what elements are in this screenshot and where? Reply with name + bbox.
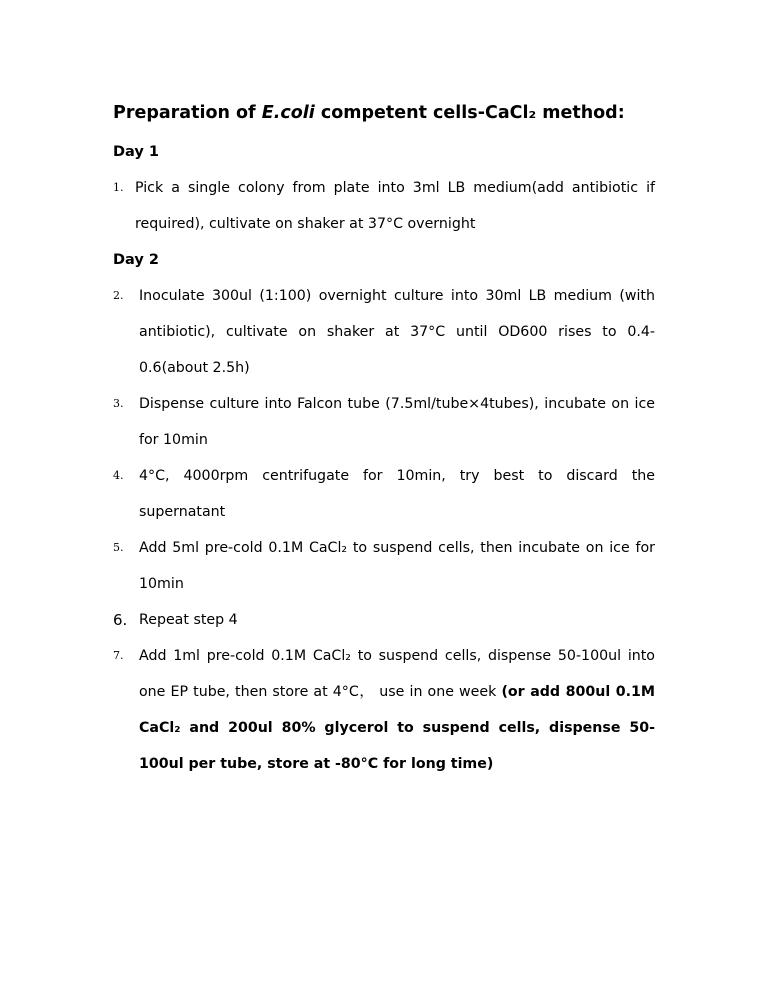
step-text: Repeat step 4 (139, 612, 238, 628)
step-number: 5. (113, 541, 124, 554)
step-7 (113, 638, 655, 782)
step-text: Inoculate 300ul (1:100) overnight culture into 30ml LB medium (with antibiotic), cultivate on shaker at 37°C until OD600 rises to 0.4-0.6(about 2.5h) (139, 288, 655, 376)
step-5 (113, 530, 655, 602)
step-text: Add 5ml pre-cold 0.1M CaCl₂ to suspend cells, then incubate on ice for 10min (139, 540, 655, 592)
document-title (113, 98, 655, 128)
title-prefix: Preparation of (113, 103, 262, 123)
step-text-bold: (or add 800ul 0.1M CaCl₂ and 200ul 80% glycerol to suspend cells, dispense 50-100ul per tube, store at -80°C for long time) (139, 684, 655, 772)
step-1 (113, 170, 655, 242)
step-text (139, 638, 655, 782)
step-6 (113, 602, 655, 638)
step-number: 4. (113, 469, 124, 482)
step-number: 1. (113, 181, 124, 194)
step-text-regular: Add 1ml pre-cold 0.1M CaCl₂ to suspend cells, dispense 50-100ul into one EP tube, then store at 4°C， use in one week (139, 648, 655, 700)
step-number: 2. (113, 289, 124, 302)
document-content (113, 98, 655, 782)
step-text: Pick a single colony from plate into 3ml LB medium(add antibiotic if required), cultivate on shaker at 37°C overnight (135, 180, 655, 232)
step-2 (113, 278, 655, 386)
step-number: 6. (113, 611, 128, 629)
step-text: Dispense culture into Falcon tube (7.5ml/tube×4tubes), incubate on ice for 10min (139, 396, 655, 448)
step-number: 3. (113, 397, 124, 410)
title-species: E.coli (261, 103, 315, 123)
step-number: 7. (113, 649, 124, 662)
title-suffix: competent cells-CaCl₂ method: (314, 103, 625, 123)
step-text: 4°C, 4000rpm centrifugate for 10min, try best to discard the supernatant (139, 468, 655, 520)
day-1-heading: Day 1 (113, 144, 159, 160)
day-2-heading: Day 2 (113, 252, 159, 268)
step-4 (113, 458, 655, 530)
step-3 (113, 386, 655, 458)
